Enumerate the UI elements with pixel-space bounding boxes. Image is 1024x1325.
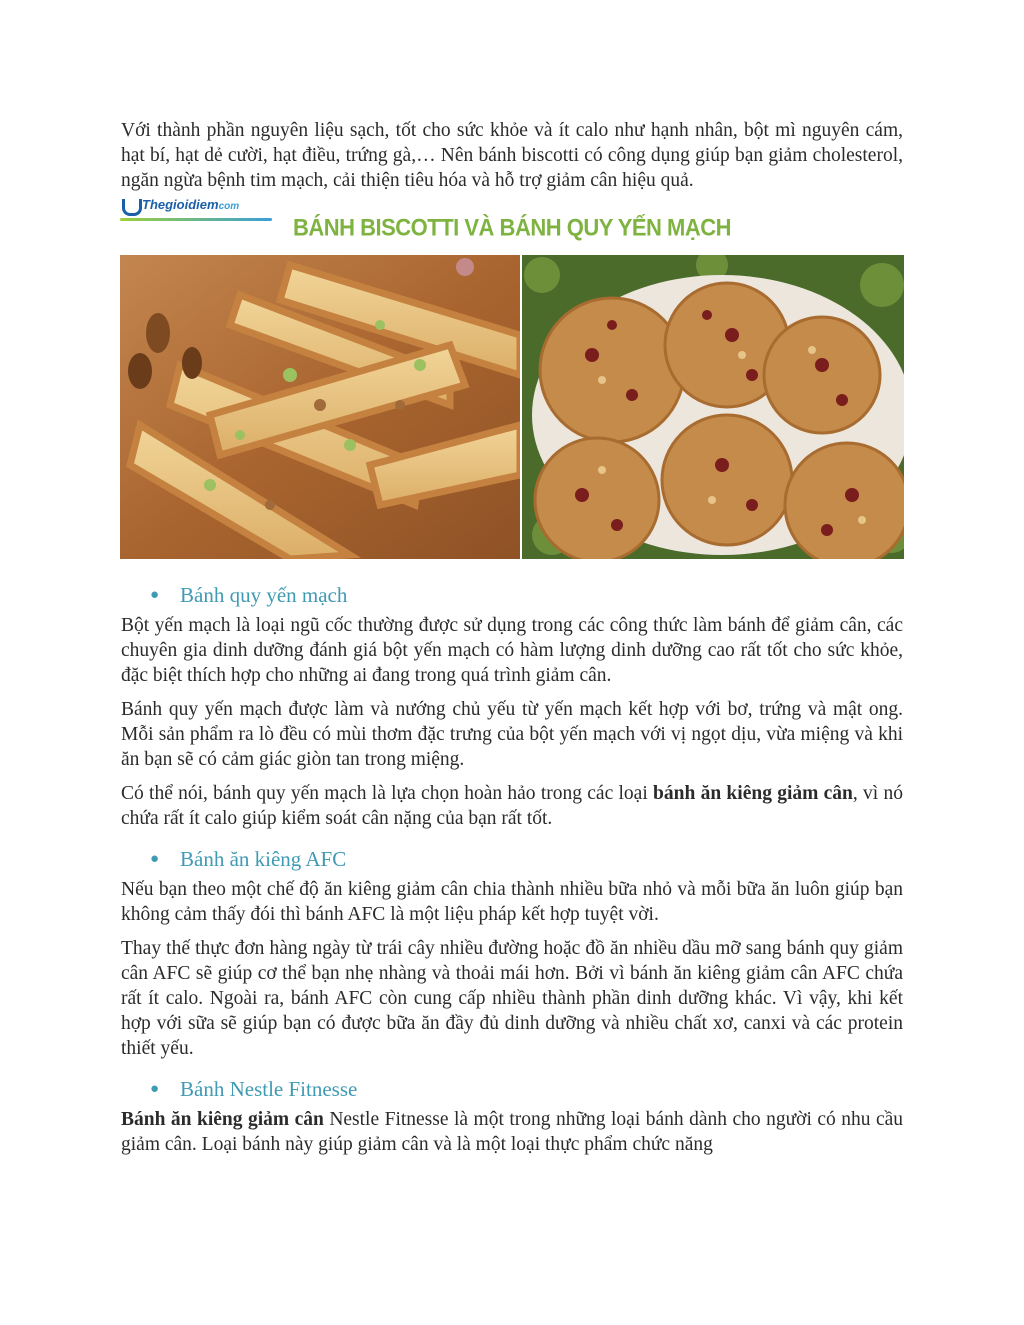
bullet-icon: ● xyxy=(150,1081,160,1097)
section-heading-oat-cookies xyxy=(121,583,903,607)
logo-brand: Thegioi xyxy=(142,199,189,212)
section-heading-nestle xyxy=(121,1077,903,1101)
section-heading-text: Bánh ăn kiêng AFC xyxy=(180,847,347,871)
oat-paragraph-2: Bánh quy yến mạch được làm và nướng chủ yếu từ yến mạch kết hợp với bơ, trứng và mật ong. Mỗi sản phẩm ra lò đều có mùi thơm đặc trưng của bột yến mạch với vị ngọt dịu, vừa miệng và khi ăn bạn sẽ có cảm giác giòn tan trong miệng. xyxy=(121,699,903,770)
intro-paragraph: Với thành phần nguyên liệu sạch, tốt cho sức khỏe và ít calo như hạnh nhân, bột mì nguyên cám, hạt bí, hạt dẻ cười, hạt điều, trứng gà,… Nên bánh biscotti có công dụng giúp bạn giảm cholesterol, ngăn ngừa bệnh tim mạch, cải thiện tiêu hóa và hỗ trợ giảm cân hiệu quả. xyxy=(121,120,903,191)
oat-paragraph-1: Bột yến mạch là loại ngũ cốc thường được sử dụng trong các công thức làm bánh để giảm cân, các chuyên gia dinh dưỡng đánh giá bột yến mạch có hàm lượng dinh dưỡng cao rất tốt cho sức khỏe, đặc biệt thích hợp cho những ai đang trong quá trình giảm cân. xyxy=(121,615,903,686)
nestle-paragraph-1 xyxy=(121,1107,903,1157)
bullet-icon: ● xyxy=(150,851,160,867)
oat-p3-after: , vì nó chứa rất ít calo giúp kiểm soát cân nặng của bạn rất tốt. xyxy=(121,783,903,829)
article-image xyxy=(120,199,904,565)
section-heading-afc xyxy=(121,847,903,871)
logo-brand-tail: diem xyxy=(188,199,219,212)
article-body xyxy=(121,118,903,1157)
image-banner-title: BÁNH BISCOTTI VÀ BÁNH QUY YẾN MẠCH xyxy=(292,213,732,241)
nestle-p1-bold: Bánh ăn kiêng giảm cân xyxy=(121,1109,324,1130)
section-heading-text: Bánh quy yến mạch xyxy=(180,583,348,607)
logo-domain: com xyxy=(218,201,240,212)
nestle-p1-after: Nestle Fitnesse là một trong những loại bánh dành cho người có nhu cầu giảm cân. Loại bánh này giúp giảm cân và là một loại thực phẩm chức năng xyxy=(121,1109,903,1155)
biscotti-photo xyxy=(120,255,520,559)
oat-paragraph-3 xyxy=(121,781,903,831)
section-heading-text: Bánh Nestle Fitnesse xyxy=(180,1077,358,1101)
afc-paragraph-2: Thay thế thực đơn hàng ngày từ trái cây nhiều đường hoặc đồ ăn nhiều dầu mỡ sang bánh quy giảm cân AFC sẽ giúp cơ thể bạn nhẹ nhàng và thoải mái hơn. Bởi vì bánh ăn kiêng giảm cân AFC chứa rất ít calo. Ngoài ra, bánh AFC còn cung cấp nhiều thành phần dinh dưỡng khác. Vì vậy, khi kết hợp với sữa sẽ giúp bạn có được bữa ăn đầy đủ dinh dưỡng và nhiều chất xơ, canxi và các protein thiết yếu. xyxy=(121,938,903,1059)
afc-paragraph-1: Nếu bạn theo một chế độ ăn kiêng giảm cân chia thành nhiều bữa nhỏ và mỗi bữa ăn luôn giúp bạn không cảm thấy đói thì bánh AFC là một liệu pháp kết hợp tuyệt vời. xyxy=(121,879,903,925)
diet-cookie-link-text: bánh ăn kiêng giảm cân xyxy=(653,783,853,804)
bullet-icon: ● xyxy=(150,587,160,603)
oat-p3-before: Có thể nói, bánh quy yến mạch là lựa chọn hoàn hảo trong các loại xyxy=(121,783,654,804)
oatmeal-cookies-photo xyxy=(522,255,904,559)
